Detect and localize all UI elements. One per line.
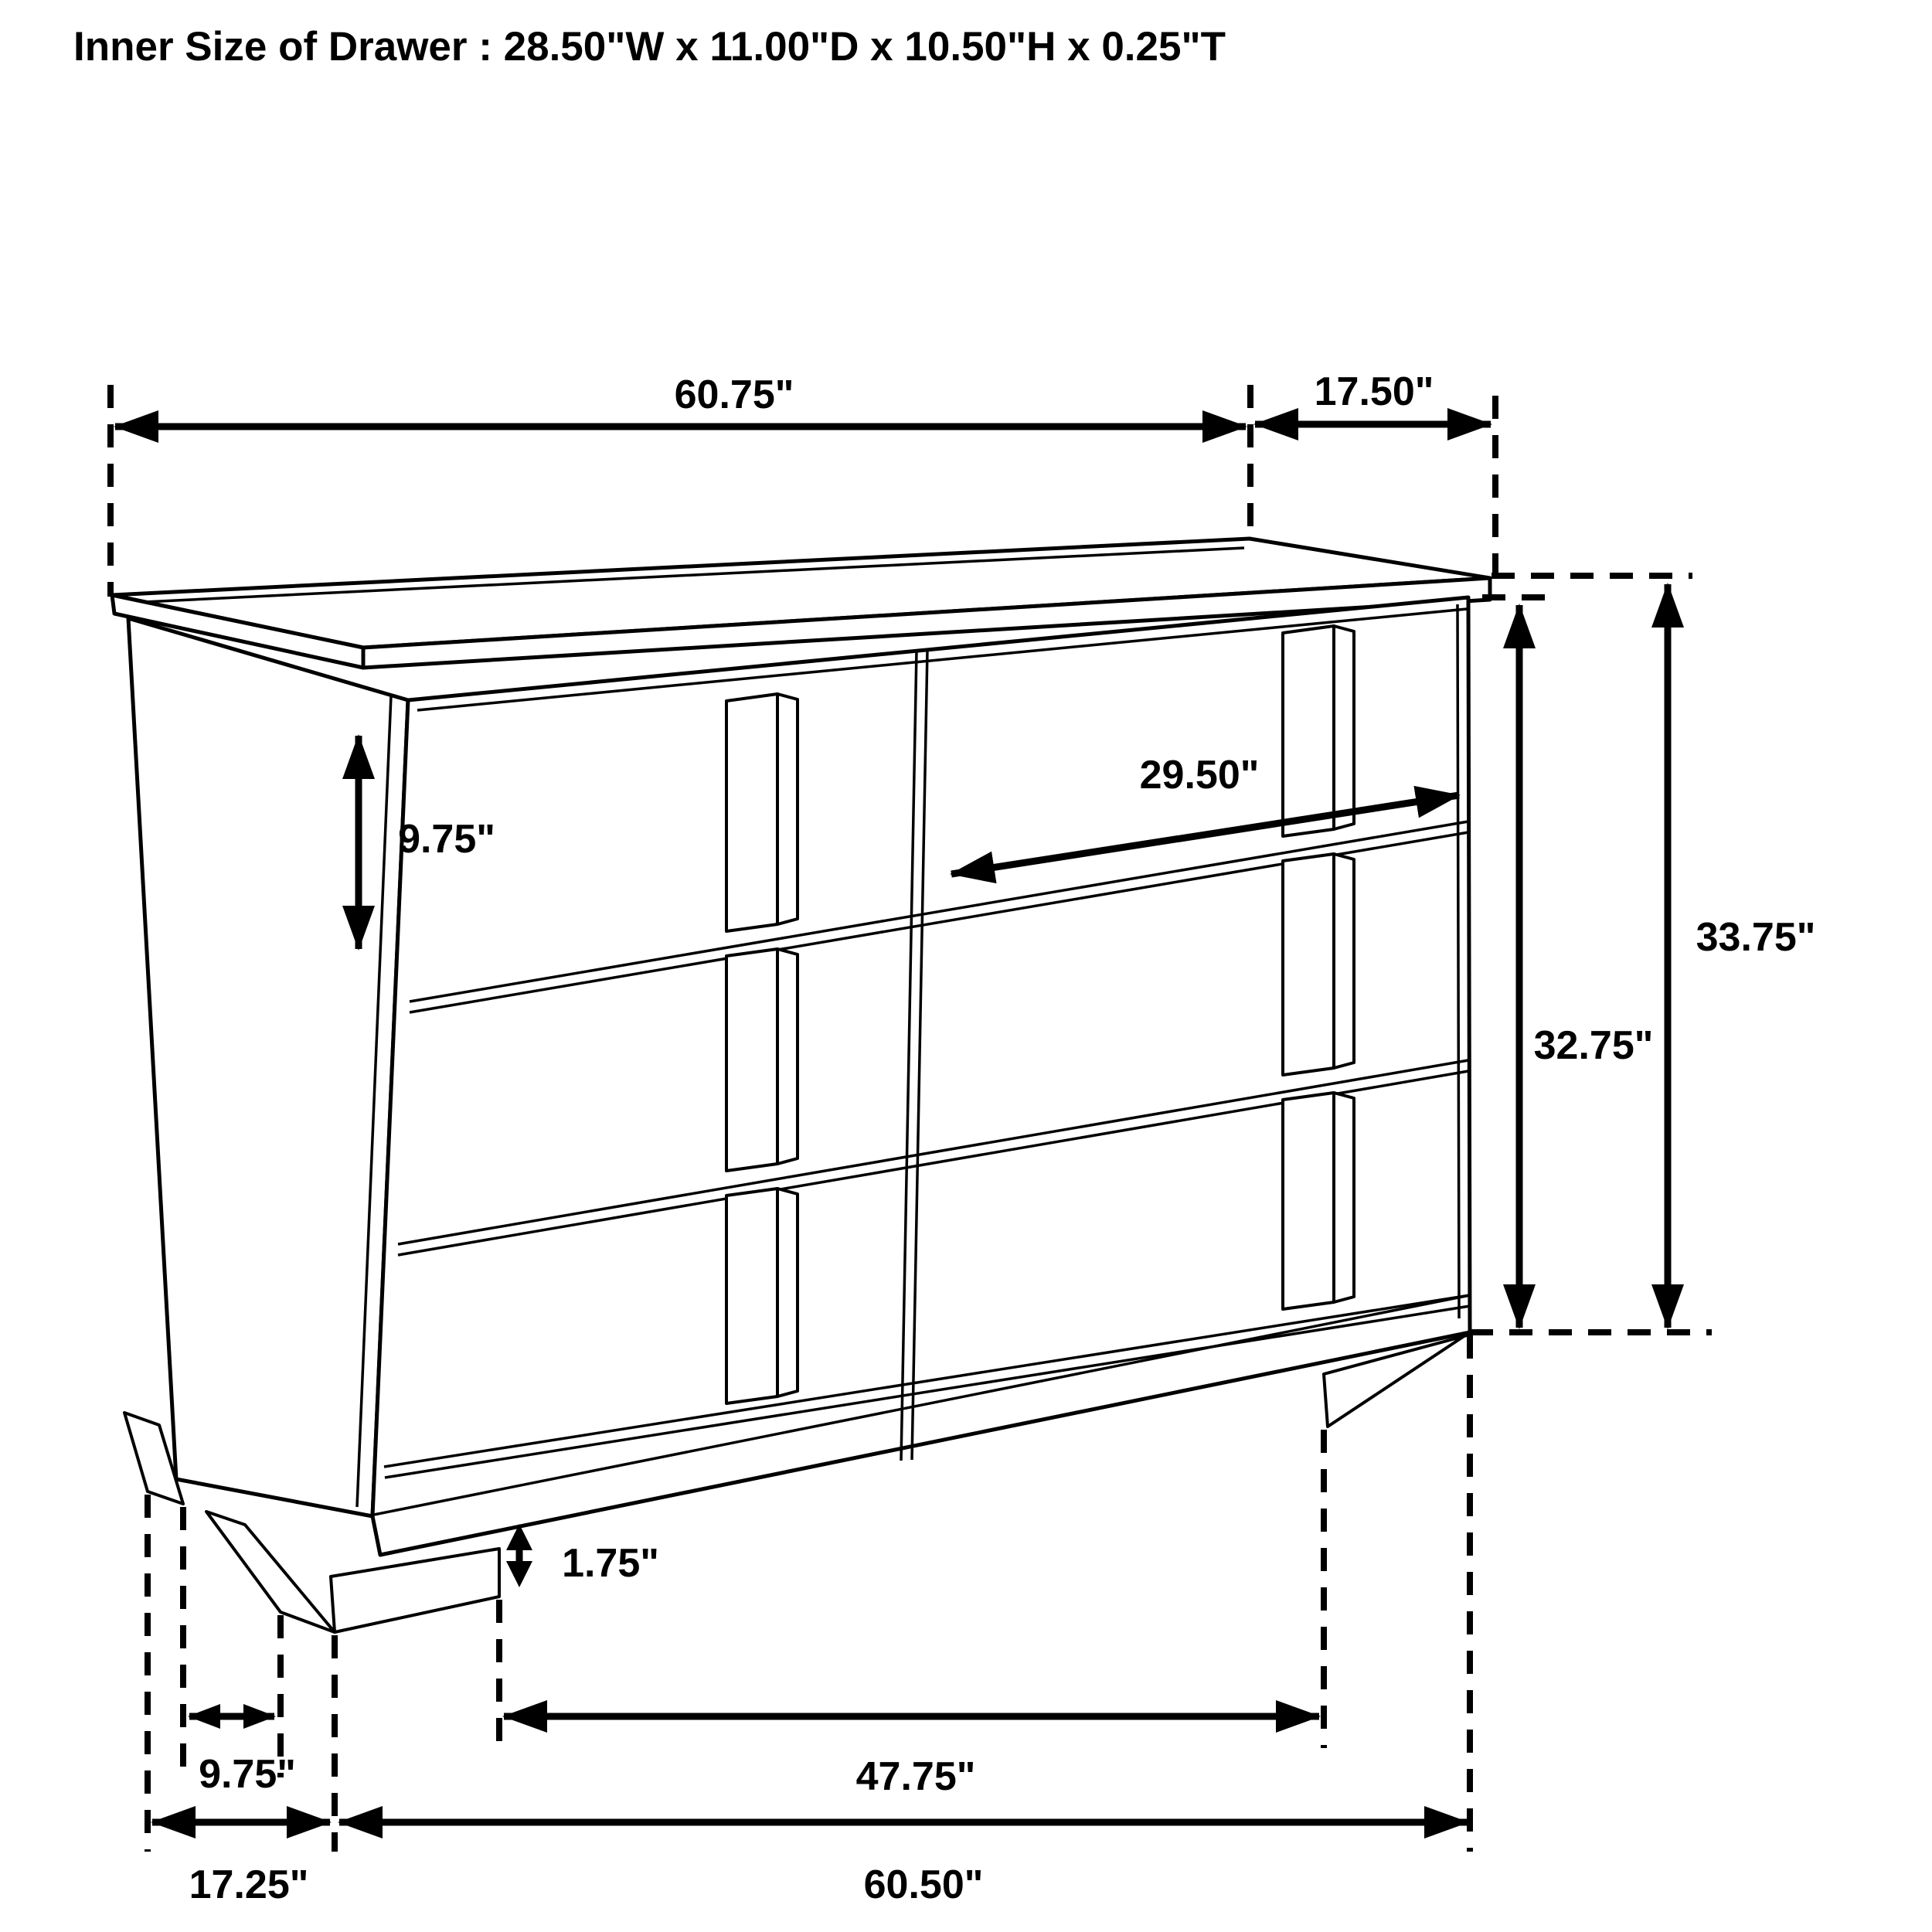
dresser-drawing bbox=[112, 539, 1490, 1632]
handle-bar-right-middle bbox=[1283, 854, 1354, 1075]
dim-base-height-arrow bbox=[506, 1524, 532, 1587]
label-leg-gap: 9.75" bbox=[199, 1752, 296, 1797]
label-base-width: 60.50" bbox=[863, 1862, 984, 1907]
left-front-leg-front bbox=[331, 1549, 499, 1632]
handle-bar-left-bottom bbox=[726, 1189, 798, 1403]
left-front-leg-side bbox=[206, 1512, 335, 1632]
handle-bar-right-top bbox=[1283, 626, 1354, 836]
label-front-leg-span: 47.75" bbox=[855, 1754, 976, 1799]
label-top-depth: 17.50" bbox=[1314, 369, 1434, 414]
label-top-width: 60.75" bbox=[674, 372, 794, 417]
label-base-height: 1.75" bbox=[562, 1541, 659, 1586]
label-drawer-height: 9.75" bbox=[398, 817, 495, 862]
left-side-panel bbox=[128, 618, 408, 1516]
label-base-depth: 17.25" bbox=[189, 1862, 309, 1907]
handle-bar-right-bottom bbox=[1283, 1093, 1354, 1309]
front-right-edge-line bbox=[1458, 604, 1459, 1318]
handle-bar-left-top bbox=[726, 694, 798, 931]
label-case-height: 32.75" bbox=[1533, 1023, 1654, 1068]
label-overall-height: 33.75" bbox=[1696, 915, 1816, 960]
label-drawer-width: 29.50" bbox=[1139, 753, 1260, 798]
page-title: Inner Size of Drawer : 28.50"W x 11.00"D x 10.50"H x 0.25"T bbox=[73, 24, 1226, 70]
handle-bar-left-middle bbox=[726, 949, 798, 1171]
